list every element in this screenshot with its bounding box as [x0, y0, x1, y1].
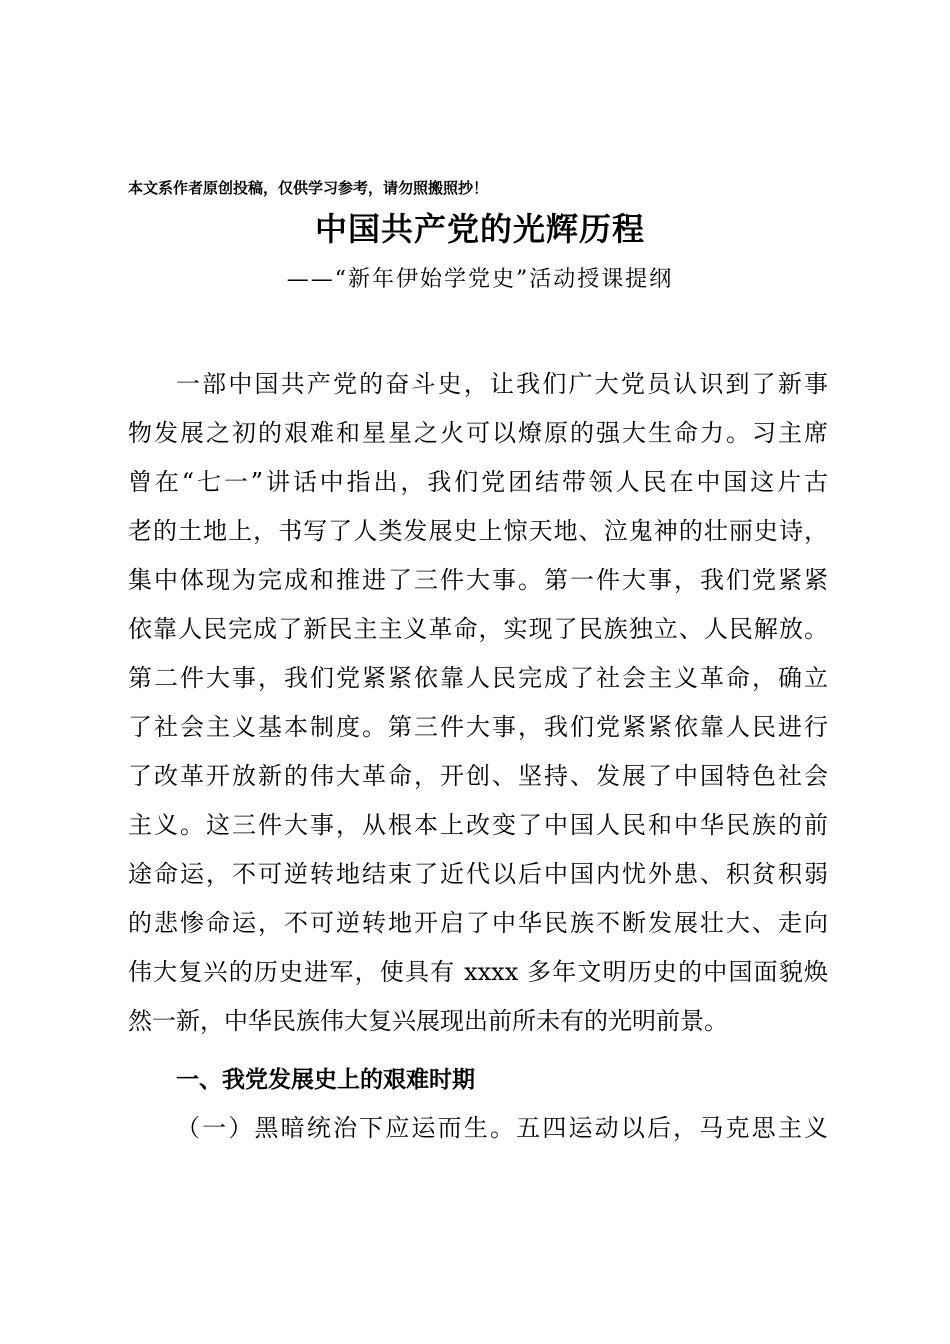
- paragraph-line: 的悲惨命运，不可逆转地开启了中华民族不断发展壮大、走向: [128, 909, 828, 937]
- copyright-notice: 本文系作者原创投稿，仅供学习参考，请勿照搬照抄！: [128, 179, 489, 197]
- intro-paragraph: [128, 360, 828, 1046]
- section-heading: 一、我党发展史上的艰难时期: [176, 1067, 475, 1093]
- paragraph-line: 物发展之初的艰难和星星之火可以燎原的强大生命力。习主席: [128, 419, 828, 447]
- paragraph-line: 老的土地上，书写了人类发展史上惊天地、泣鬼神的壮丽史诗，: [128, 517, 828, 545]
- paragraph-line: 集中体现为完成和推进了三件大事。第一件大事，我们党紧紧: [128, 566, 828, 594]
- paragraph-line: 了改革开放新的伟大革命，开创、坚持、发展了中国特色社会: [128, 762, 828, 790]
- paragraph-line: 途命运，不可逆转地结束了近代以后中国内忧外患、积贫积弱: [128, 860, 828, 888]
- paragraph-line: 一部中国共产党的奋斗史，让我们广大党员认识到了新事: [176, 370, 828, 398]
- document-title: 中国共产党的光辉历程: [314, 210, 645, 248]
- paragraph-line: 主义。这三件大事，从根本上改变了中国人民和中华民族的前: [128, 811, 828, 839]
- paragraph-line: 曾在“七一”讲话中指出，我们党团结带领人民在中国这片古: [128, 468, 828, 496]
- document-subtitle: ——“新年伊始学党史”活动授课提纲: [286, 267, 674, 292]
- paragraph-line: 然一新，中华民族伟大复兴展现出前所未有的光明前景。: [128, 1007, 728, 1035]
- paragraph-line: 第二件大事，我们党紧紧依靠人民完成了社会主义革命，确立: [128, 664, 828, 692]
- paragraph-line: 依靠人民完成了新民主主义革命，实现了民族独立、人民解放。: [128, 615, 828, 643]
- paragraph-line: 伟大复兴的历史进军，使具有 xxxx 多年文明历史的中国面貌焕: [128, 958, 828, 986]
- paragraph-line: 了社会主义基本制度。第三件大事，我们党紧紧依靠人民进行: [128, 713, 828, 741]
- section-first-line: （一）黑暗统治下应运而生。五四运动以后，马克思主义: [176, 1114, 828, 1142]
